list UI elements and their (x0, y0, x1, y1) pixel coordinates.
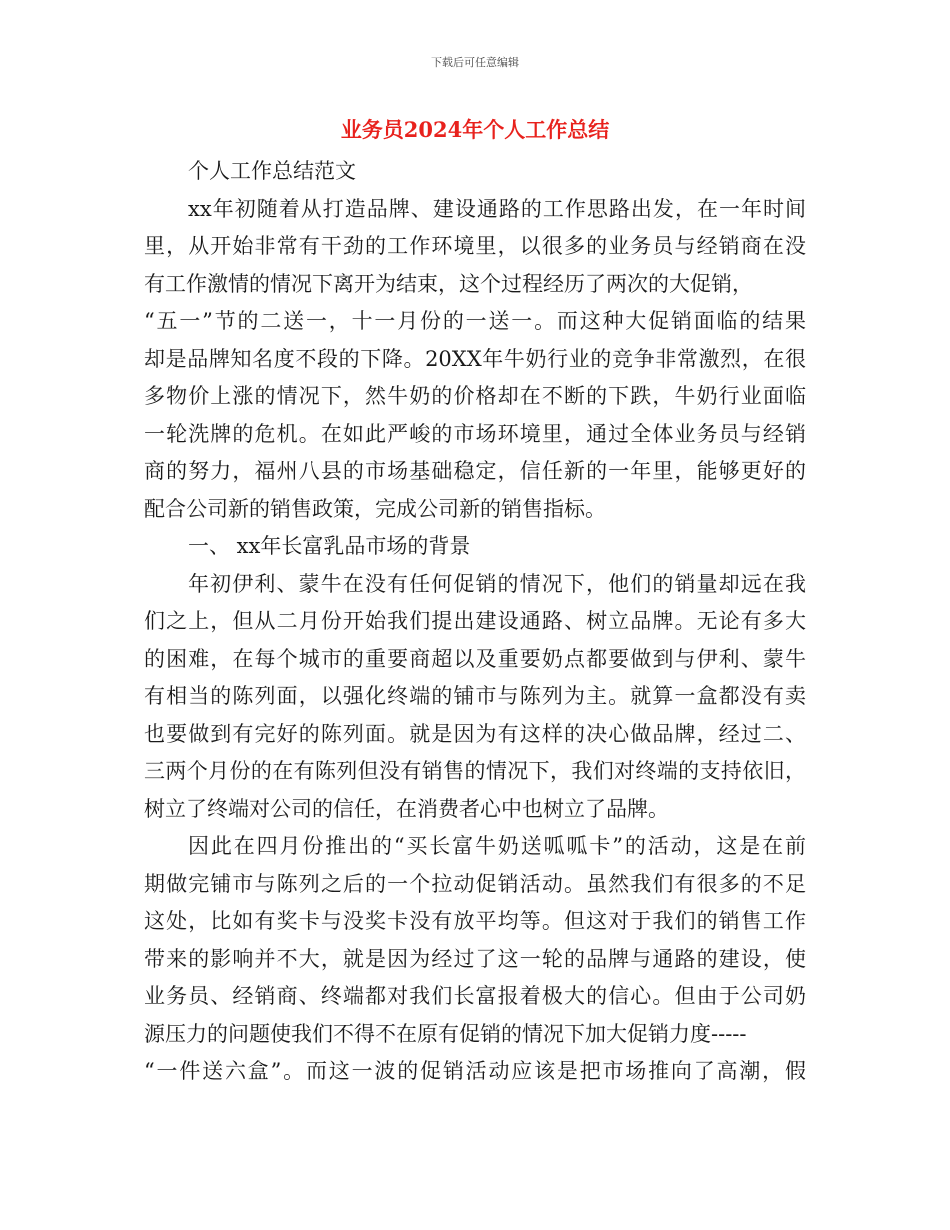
body-line: 却是品牌知名度不段的下降。20XX年牛奶行业的竞争非常激烈，在很 (144, 346, 806, 371)
body-line: 带来的影响并不大，就是因为经过了这一轮的品牌与通路的建设，使 (144, 946, 806, 971)
body-line: “五一”节的二送一，十一月份的一送一。而这种大促销面临的结果 (144, 309, 806, 333)
body-line: 源压力的问题使我们不得不在原有促销的情况下加大促销力度----- (144, 1021, 747, 1046)
body-line: 一、 xx年长富乳品市场的背景 (188, 534, 471, 558)
body-line: 有工作激情的情况下离开为结束，这个过程经历了两次的大促销， (144, 271, 753, 296)
body-line: 们之上，但从二月份开始我们提出建设通路、树立品牌。无论有多大 (144, 609, 806, 633)
body-line: 的困难，在每个城市的重要商超以及重要奶点都要做到与伊利、蒙牛 (144, 646, 806, 671)
body-line: 业务员、经销商、终端都对我们长富报着极大的信心。但由于公司奶 (144, 984, 806, 1008)
body-line: 里，从开始非常有干劲的工作环境里，以很多的业务员与经销商在没 (144, 234, 806, 258)
body-line: 个人工作总结范文 (188, 159, 356, 183)
document-body (144, 153, 806, 1091)
body-line: 期做完铺市与陈列之后的一个拉动促销活动。虽然我们有很多的不足 (144, 871, 806, 896)
body-line: “一件送六盒”。而这一波的促销活动应该是把市场推向了高潮，假 (144, 1059, 806, 1083)
body-line: 一轮洗牌的危机。在如此严峻的市场环境里，通过全体业务员与经销 (144, 421, 806, 446)
header-note: 下载后可任意编辑 (431, 56, 519, 69)
body-line: 配合公司新的销售政策，完成公司新的销售指标。 (144, 496, 606, 521)
body-line: 树立了终端对公司的信任，在消费者心中也树立了品牌。 (144, 796, 669, 821)
body-line: 这处，比如有奖卡与没奖卡没有放平均等。但这对于我们的销售工作 (144, 909, 806, 933)
body-line: 商的努力，福州八县的市场基础稳定，信任新的一年里，能够更好的 (144, 459, 806, 483)
document-title: 业务员2024年个人工作总结 (340, 117, 610, 142)
body-line: 多物价上涨的情况下，然牛奶的价格却在不断的下跌，牛奶行业面临 (144, 384, 806, 408)
body-line: 三两个月份的在有陈列但没有销售的情况下，我们对终端的支持依旧， (144, 759, 806, 783)
body-line: 年初伊利、蒙牛在没有任何促销的情况下，他们的销量却远在我 (188, 571, 806, 596)
body-line: 因此在四月份推出的“买长富牛奶送呱呱卡”的活动，这是在前 (188, 834, 806, 858)
body-line: xx年初随着从打造品牌、建设通路的工作思路出发，在一年时间 (188, 196, 806, 221)
body-line: 也要做到有完好的陈列面。就是因为有这样的决心做品牌，经过二、 (144, 721, 806, 746)
body-line: 有相当的陈列面，以强化终端的铺市与陈列为主。就算一盒都没有卖 (144, 684, 806, 708)
